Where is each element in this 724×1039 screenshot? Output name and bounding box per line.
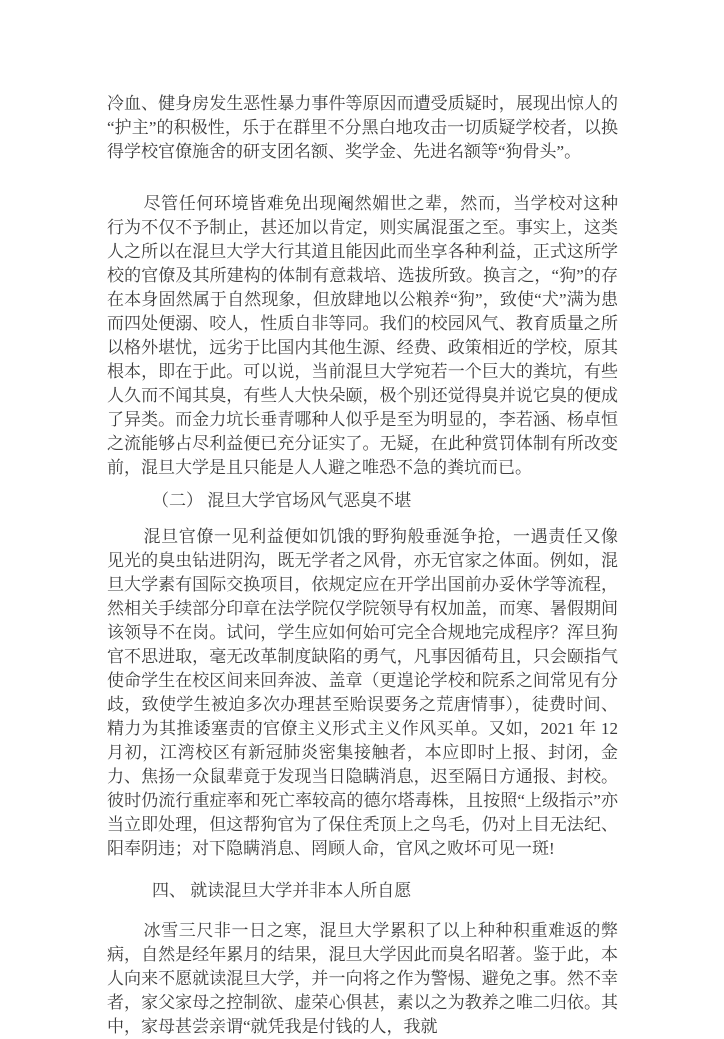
section-heading-two: （二） 混旦大学官场风气恶臭不堪 [152, 491, 412, 510]
paragraph-section-four-body: 冰雪三尺非一日之寒，混旦大学累积了以上种种积重难返的弊病，自然是经年累月的结果，混旦大学因此而臭名昭著。鉴于此，本人向来不愿就读混旦大学，并一向将之作为警惕、避免之事。然不幸者，家父家母之控制欲、虚荣心俱甚，素以之为教养之唯二归依。其中，家母甚尝亲谓“就凭我是付钱的人，我就 [107, 921, 618, 1036]
paragraph-section-one-body: 尽管任何环境皆难免出现阉然媚世之辈，然而，当学校对这种行为不仅不予制止，甚还加以肯定，则实属混蛋之至。事实上，这类人之所以在混旦大学大行其道且能因此而坐享各种利益，正式这所学校的官僚及其所建构的体制有意栽培、选拔所致。换言之，“狗”的存在本身固然属于自然现象，但放肆地以公粮养“狗”，致使“犬”满为患而四处便溺、咬人，性质自非等同。我们的校园风气、教育质量之所以格外堪忧，远劣于比国内其他生源、经费、政策相近的学校，原其根本，即在于此。可以说，当前混旦大学宛若一个巨大的粪坑，有些人久而不闻其臭，有些人大快朵颐，极个别还觉得臭并说它臭的便成了异类。而金力坑长垂青哪种人似乎是至为明显的，李若涵、杨卓恒之流能够占尽利益便已充分证实了。无疑，在此种赏罚体制有所改变前，混旦大学是且只能是人人避之唯恐不急的粪坑而已。 [107, 194, 618, 477]
paragraph-continuation: 冷血、健身房发生恶性暴力事件等原因而遭受质疑时，展现出惊人的“护主”的积极性，乐于在群里不分黑白地攻击一切质疑学校者，以换得学校官僚施舍的研支团名额、奖学金、先进名额等“狗骨头”。 [107, 94, 618, 161]
paragraph-section-two-body: 混旦官僚一见利益便如饥饿的野狗般垂涎争抢，一遇责任又像见光的臭虫钻进阴沟，既无学者之风骨，亦无官家之体面。例如，混旦大学素有国际交换项目，依规定应在开学出国前办妥休学等流程，然相关手续部分印章在法学院仅学院领导有权加盖，而寒、暑假期间该领导不在岗。试问，学生应如何始可完全合规地完成程序？浑旦狗官不思进取，毫无改革制度缺陷的勇气，凡事因循苟且，只会颐指气使命学生在校区间来回奔波、盖章（更遑论学校和院系之间常见有分歧，致使学生被迫多次办理甚至贻误要务之荒唐情事），徒费时间、精力为其推诿塞责的官僚主义形式主义作风买单。又如，2021 年 12 月初，江湾校区有新冠肺炎密集接触者，本应即时上报、封闭，金力、焦扬一众鼠辈竟于发现当日隐瞒消息，迟至隔日方通报、封校。彼时仍流行重症率和死亡率较高的德尔塔毒株，且按照“上级指示”亦当立即处理，但这帮狗官为了保住秃顶上之鸟毛，仍对上目无法纪、阳奉阴违；对下隐瞒消息、罔顾人命，官风之败坏可见一斑! [107, 527, 618, 858]
section-heading-four: 四、 就读混旦大学并非本人所自愿 [152, 881, 412, 900]
